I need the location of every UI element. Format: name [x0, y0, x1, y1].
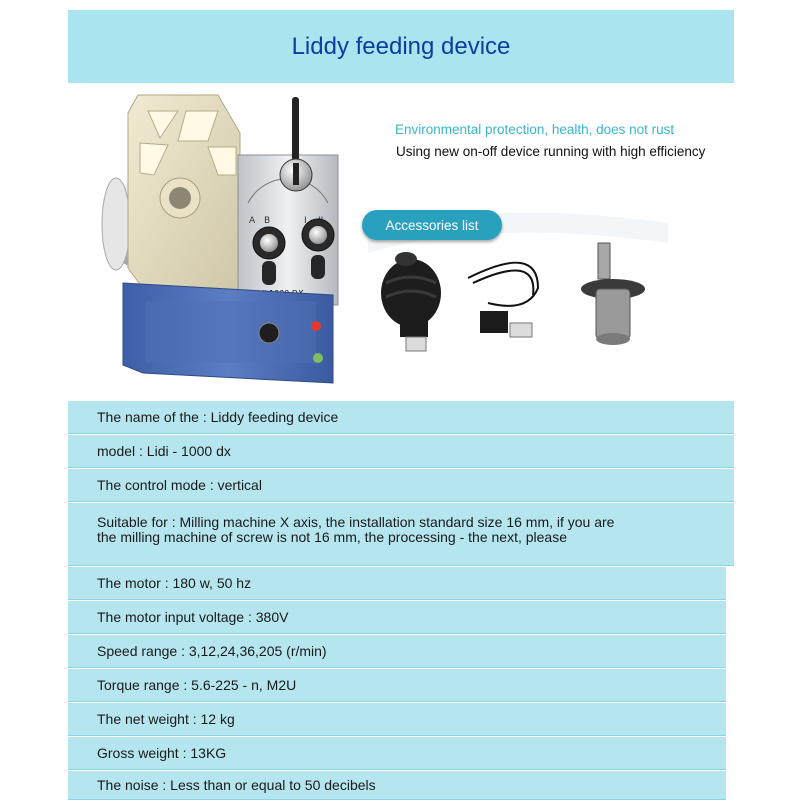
handwheel-grip — [381, 259, 441, 327]
panel-label-b: B — [264, 216, 271, 226]
spec-row-model: model : Lidi - 1000 dx — [68, 434, 734, 468]
spec-row-name: The name of the : Liddy feeding device — [68, 400, 734, 434]
spec-row-control-mode: The control mode : vertical — [68, 468, 734, 502]
tagline-eco: Environmental protection, health, does not rust — [395, 122, 675, 137]
spec-row-speed-range: Speed range : 3,12,24,36,205 (r/min) — [68, 634, 726, 668]
accessories-label: Accessories list — [385, 217, 479, 233]
spec-row-motor: The motor : 180 w, 50 hz — [68, 566, 726, 600]
green-lamp — [313, 353, 323, 363]
spec-row-input-voltage: The motor input voltage : 380V — [68, 600, 726, 634]
accessories-badge — [362, 210, 502, 240]
power-switch — [259, 323, 279, 343]
spec-row-net-weight: The net weight : 12 kg — [68, 702, 726, 736]
cable — [468, 263, 538, 306]
shaft — [598, 243, 610, 279]
tagline-efficiency: Using new on-off device running with high efficiency — [396, 144, 706, 159]
spec-row-torque-range: Torque range : 5.6-225 - n, M2U — [68, 668, 726, 702]
panel-label-i: I — [304, 216, 307, 226]
page-title: Liddy feeding device — [291, 32, 511, 60]
lever-handle — [292, 97, 299, 161]
spec-row-gross-weight: Gross weight : 13KG — [68, 736, 726, 770]
spec-row-suitable-for: Suitable for : Milling machine X axis, the installation standard size 16 mm, if you are the milling machine of screw is not 16 mm, the processing - the next, please — [68, 502, 734, 566]
panel-label-a: A — [249, 216, 256, 226]
spec-row-noise: The noise : Less than or equal to 50 decibels — [68, 770, 726, 800]
title-banner — [68, 10, 734, 83]
red-button — [311, 321, 321, 331]
